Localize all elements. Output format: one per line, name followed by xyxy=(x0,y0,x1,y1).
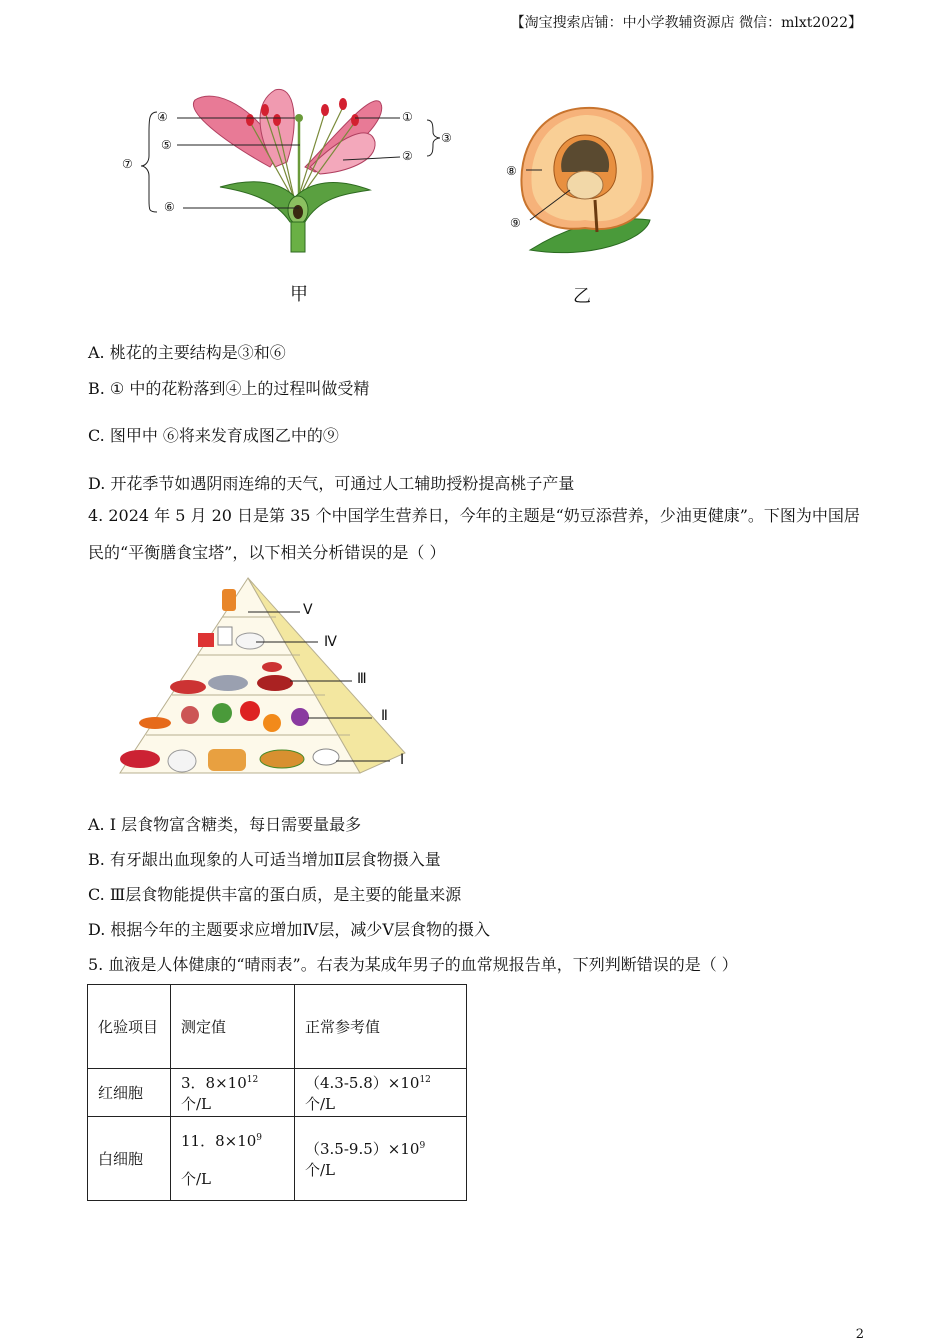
q3-option-d: D. 开花季节如遇阴雨连绵的天气，可通过人工辅助授粉提高桃子产量 xyxy=(88,474,575,493)
pyramid-label-2: Ⅱ xyxy=(381,708,388,724)
table-header-row xyxy=(88,985,467,1069)
label-7: ⑦ xyxy=(122,157,133,171)
table-row-wbc xyxy=(88,1117,467,1201)
header-item: 化验项目 xyxy=(88,985,171,1069)
pyramid-label-5: Ⅴ xyxy=(303,602,313,618)
label-4: ④ xyxy=(157,110,168,124)
q3-option-a: A. 桃花的主要结构是③和⑥ xyxy=(88,343,286,362)
label-5: ⑤ xyxy=(161,138,172,152)
wbc-name: 白细胞 xyxy=(88,1117,171,1201)
header-reference: 正常参考值 xyxy=(295,985,467,1069)
label-2: ② xyxy=(402,149,413,163)
q3-option-b: B. ① 中的花粉落到④上的过程叫做受精 xyxy=(88,379,370,398)
page-number: 2 xyxy=(855,1327,864,1342)
q4-option-d: D. 根据今年的主题要求应增加Ⅳ层，减少Ⅴ层食物的摄入 xyxy=(88,920,490,939)
rbc-name: 红细胞 xyxy=(88,1069,171,1117)
label-1: ① xyxy=(402,110,413,124)
q4-stem: 4. 2024 年 5 月 20 日是第 35 个中国学生营养日，今年的主题是“奶豆添营养，少油更健康”。下图为中国居民的“平衡膳食宝塔”，以下相关分析错误的是（ ） xyxy=(88,506,860,562)
pyramid-label-4: Ⅳ xyxy=(324,634,337,650)
label-6: ⑥ xyxy=(164,200,175,214)
q4-option-b: B. 有牙龈出血现象的人可适当增加Ⅱ层食物摄入量 xyxy=(88,850,441,869)
peach-diagram xyxy=(500,100,670,265)
page-header: 【淘宝搜索店铺：中小学教辅资源店 微信：mlxt2022】 xyxy=(510,15,862,31)
wbc-value: 11．$8\times 10^9$ 个/L xyxy=(171,1117,295,1201)
q5-stem: 5. 血液是人体健康的“晴雨表”。右表为某成年男子的血常规报告单，下列判断错误的是（ ） xyxy=(88,955,738,974)
pyramid-label-3: Ⅲ xyxy=(357,671,367,687)
q4-option-c: C. Ⅲ层食物能提供丰富的蛋白质，是主要的能量来源 xyxy=(88,885,462,904)
table-row-rbc xyxy=(88,1069,467,1117)
wbc-reference: $(3.5-9.5)\times 10^9$ 个/L xyxy=(295,1117,467,1201)
rbc-value: 3．$8\times 10^{12}$ 个/L xyxy=(171,1069,295,1117)
label-9: ⑨ xyxy=(510,216,521,230)
label-8: ⑧ xyxy=(506,164,517,178)
pyramid-label-1: Ⅰ xyxy=(400,752,405,768)
header-value: 测定值 xyxy=(171,985,295,1069)
q4-option-a: A. Ⅰ 层食物富含糖类，每日需要量最多 xyxy=(88,815,362,834)
q3-option-c: C. 图甲中 ⑥将来发育成图乙中的⑨ xyxy=(88,426,339,445)
flower-diagram xyxy=(115,82,465,262)
rbc-reference: $(4.3-5.8)\times 10^{12}$ 个/L xyxy=(295,1069,467,1117)
label-3: ③ xyxy=(441,131,452,145)
blood-report-table xyxy=(87,984,467,1201)
caption-yi: 乙 xyxy=(573,286,591,307)
food-pyramid xyxy=(100,575,420,785)
caption-jia: 甲 xyxy=(290,284,308,305)
